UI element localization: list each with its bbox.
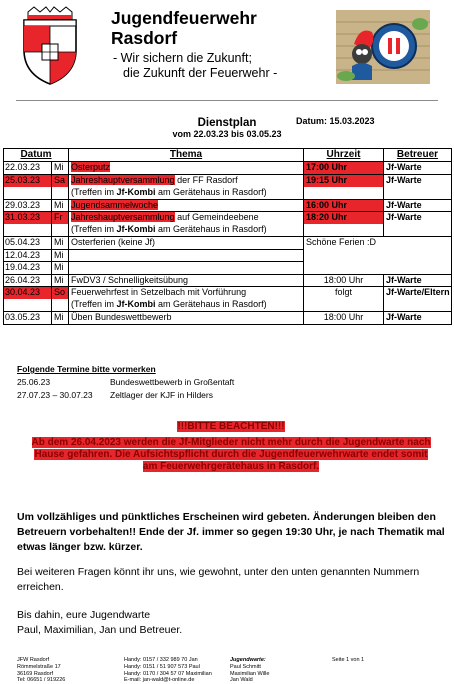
contact-note: Bei weiteren Fragen könnt ihr uns, wie gewohnt, unter den unten genannten Nummern erreichen. [17, 566, 420, 593]
table-row: 22.03.23 Mi Osterputz 17:00 Uhr Jf-Warte [4, 162, 452, 175]
letterhead [0, 0, 454, 100]
plan-title: Dienstplan [197, 117, 257, 129]
warning-notice: !!!BITTE BEACHTEN!!! Ab dem 26.04.2023 werden die Jf-Mitglieder nicht mehr durch die Jugendwarte nach Hause gefahren. Die Aufsichtspflicht durch die Jugendfeuerwehrwarte endet somit am Feuerwehrgerätehaus in Rasdorf. [31, 421, 431, 472]
table-header-row [4, 149, 452, 162]
upcoming-item: 25.06.23 Bundeswettbewerb in Großentaft [17, 377, 235, 387]
coat-of-arms-icon [16, 6, 84, 86]
table-row: 30.04.23 So Feuerwehrfest in Setzelbach mit Vorführung folgt Jf-Warte/Eltern [5, 287, 450, 297]
header-divider [16, 100, 438, 101]
organization-title: Jugendfeuerwehr Rasdorf [111, 8, 257, 48]
youth-fire-brigade-badge-icon [336, 10, 430, 84]
table-row: 25.03.23 Sa Jahreshauptversammlung der FF Rasdorf 19:15 Uhr Jf-Warte [4, 174, 452, 187]
plan-date-range: vom 22.03.23 bis 03.05.23 [172, 129, 282, 139]
table-row: 19.04.23 Mi [4, 262, 452, 275]
table-row: 29.03.23 Mi Jugendsammelwoche 16:00 Uhr Jf-Warte [4, 199, 452, 212]
table-row: (Treffen im Jf-Kombi am Gerätehaus in Rasdorf) [4, 187, 452, 200]
table-row: 26.04.23 Mi FwDV3 / Schnelligkeitsübung 18:00 Uhr Jf-Warte [4, 274, 452, 287]
upcoming-title: Folgende Termine bitte vormerken [17, 364, 156, 374]
schedule-table [3, 148, 452, 325]
col-header-time: Uhrzeit [304, 149, 384, 162]
footer-address: JFW Rasdorf Römmelstraße 17 36169 Rasdorf Tel: 06651 / 919226 [17, 657, 66, 684]
col-header-date: Datum [4, 149, 69, 162]
footer-phones: Handy: 0157 / 332 989 70 Jan Handy: 0151 / 51 907 573 Paul Handy: 0170 / 304 57 07 Maximilian E-mail: jan-wald@t-online.de [124, 657, 212, 684]
footer-page-number: Seite 1 von 1 [332, 657, 365, 663]
col-header-staff: Betreuer [384, 149, 452, 162]
warning-heading: !!!BITTE BEACHTEN!!! [177, 421, 285, 432]
upcoming-item: 27.07.23 – 30.07.23 Zeltlager der KJF in Hilders [17, 390, 213, 400]
issue-date: Datum: 15.03.2023 [296, 116, 375, 126]
col-header-topic: Thema [69, 149, 304, 162]
table-row: 05.04.23 Mi Osterferien (keine Jf) Schöne Ferien :D [4, 237, 452, 250]
footer-youth-leaders: Jugendwarte: Paul Schmitt Maximilian Wille Jan Wald [230, 657, 270, 684]
slogan: - Wir sichern die Zukunft; die Zukunft der Feuerwehr - [113, 51, 278, 80]
holiday-note: Schöne Ferien :D [304, 237, 452, 250]
table-row: 03.05.23 Mi Üben Bundeswettbewerb 18:00 Uhr Jf-Warte [4, 312, 452, 325]
table-row: (Treffen im Jf-Kombi am Gerätehaus in Rasdorf) [4, 224, 452, 237]
table-row: 31.03.23 Fr Jahreshauptversammlung auf Gemeindeebene 18:20 Uhr Jf-Warte [4, 212, 452, 225]
table-row: (Treffen im Jf-Kombi am Gerätehaus in Rasdorf) [4, 299, 452, 312]
attendance-note: Um vollzähliges und pünktliches Erscheinen wird gebeten. Änderungen bleiben den Betreuern vorbehalten!! Ende der Jf. immer so gegen 19:30 Uhr, je nach Thematik mal etwas länger bzw. kürzer. [17, 511, 445, 553]
closing: Bis dahin, eure Jugendwarte Paul, Maximilian, Jan und Betreuer. [17, 609, 183, 636]
table-row: 12.04.23 Mi [4, 249, 452, 262]
